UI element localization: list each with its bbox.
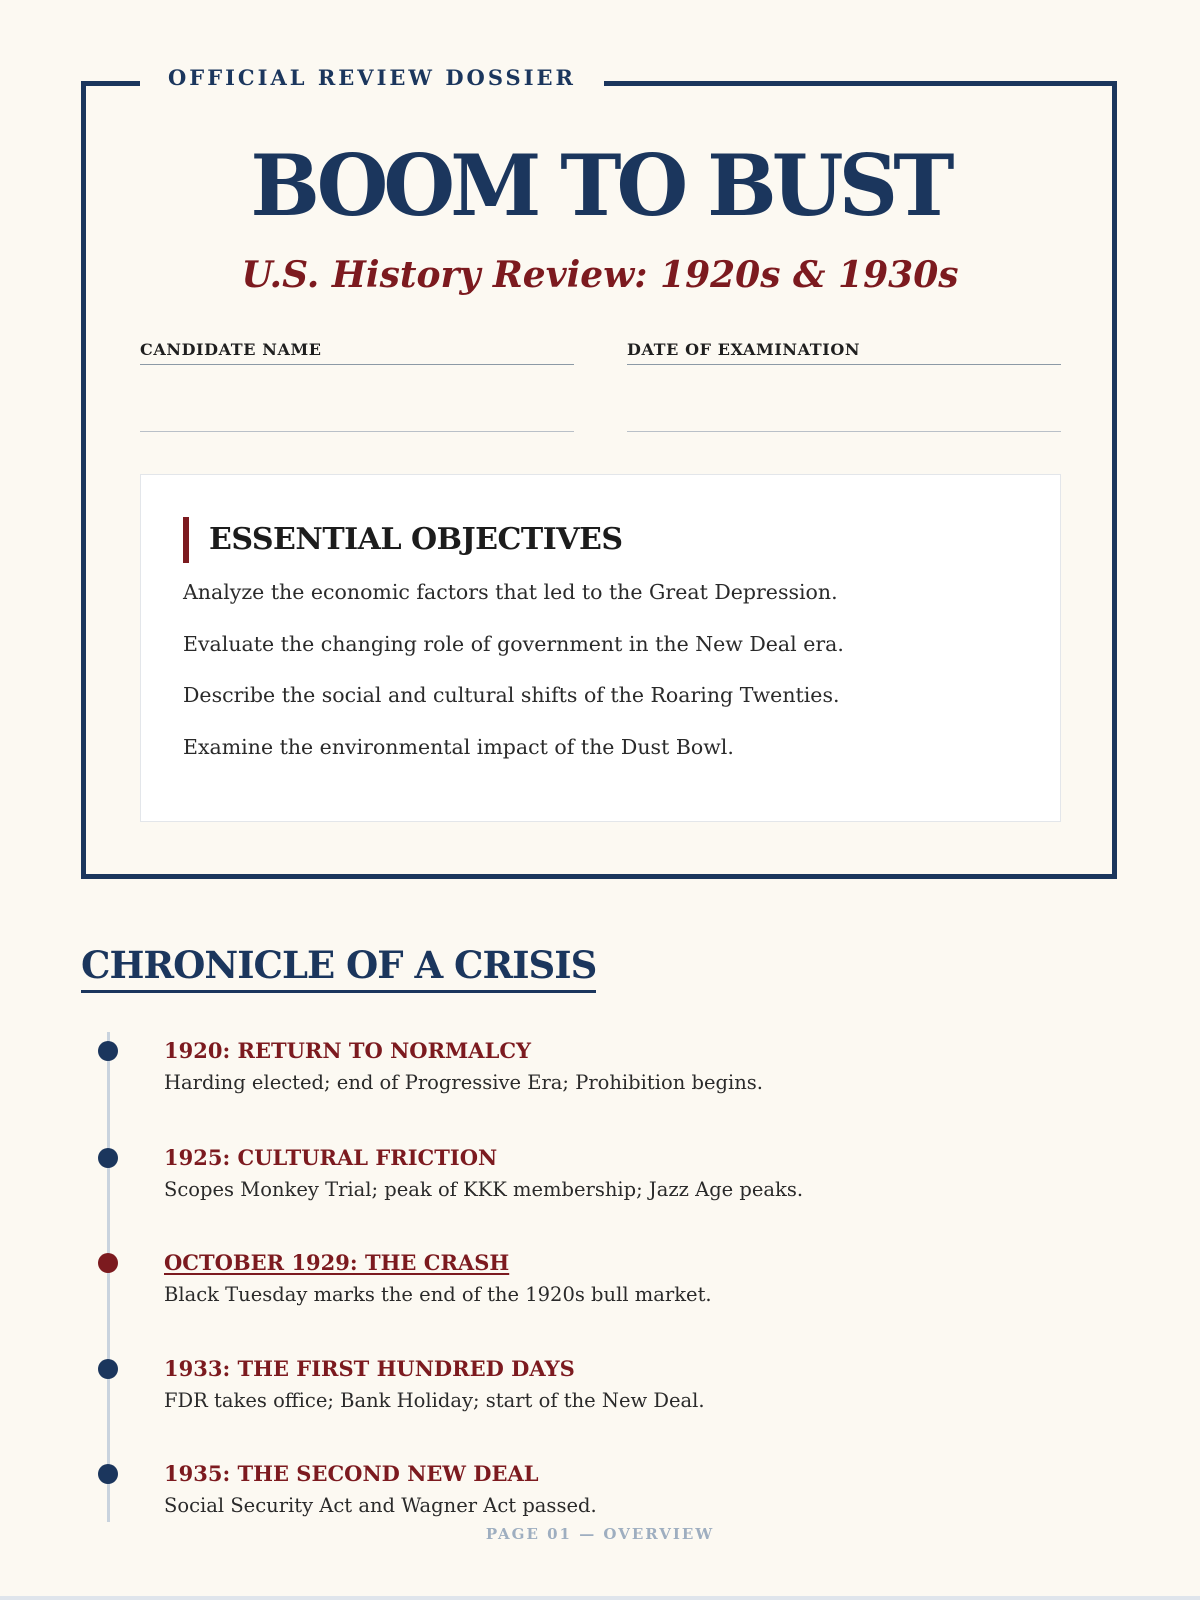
- event-description: FDR takes office; Bank Holiday; start of the New Deal.: [164, 1389, 705, 1412]
- candidate-name-label: CANDIDATE NAME: [140, 340, 574, 365]
- objectives-list: [183, 579, 844, 785]
- event-title: 1925: CULTURAL FRICTION: [164, 1145, 498, 1170]
- exam-date-field[interactable]: [627, 340, 1061, 432]
- candidate-name-field[interactable]: [140, 340, 574, 432]
- exam-date-label: DATE OF EXAMINATION: [627, 340, 1061, 365]
- event-title: 1933: THE FIRST HUNDRED DAYS: [164, 1356, 575, 1381]
- exam-date-input[interactable]: [627, 430, 1061, 432]
- objective-item: Describe the social and cultural shifts of the Roaring Twenties.: [183, 683, 840, 707]
- page-title: BOOM TO BUST: [250, 136, 950, 235]
- event-title-highlight[interactable]: OCTOBER 1929: THE CRASH: [164, 1250, 510, 1275]
- chronicle-heading: CHRONICLE OF A CRISIS: [81, 940, 596, 993]
- timeline-dot: [98, 1359, 118, 1379]
- event-description: Harding elected; end of Progressive Era; Prohibition begins.: [164, 1071, 763, 1094]
- dossier-label: OFFICIAL REVIEW DOSSIER: [140, 60, 604, 96]
- objectives-panel: [140, 474, 1061, 822]
- event-description: Scopes Monkey Trial; peak of KKK membership; Jazz Age peaks.: [164, 1178, 804, 1201]
- timeline-dot: [98, 1148, 118, 1168]
- bottom-divider: [0, 1596, 1200, 1600]
- objectives-heading: ESSENTIAL OBJECTIVES: [183, 517, 623, 563]
- objective-item: Examine the environmental impact of the Dust Bowl.: [183, 734, 734, 759]
- objective-item: Evaluate the changing role of government in the New Deal era.: [183, 631, 844, 656]
- event-description: Social Security Act and Wagner Act passed.: [164, 1494, 597, 1517]
- timeline-dot-highlight: [98, 1253, 118, 1273]
- event-title: 1920: RETURN TO NORMALCY: [164, 1038, 532, 1063]
- candidate-name-input[interactable]: [140, 430, 574, 432]
- page-subtitle: U.S. History Review: 1920s & 1930s: [241, 254, 959, 296]
- page-footer: PAGE 01 — OVERVIEW: [485, 1525, 715, 1543]
- timeline-dot: [98, 1464, 118, 1484]
- event-title: 1935: THE SECOND NEW DEAL: [164, 1461, 539, 1486]
- timeline-line: [107, 1032, 110, 1522]
- event-description: Black Tuesday marks the end of the 1920s bull market.: [164, 1283, 712, 1306]
- objective-item: Analyze the economic factors that led to the Great Depression.: [183, 580, 838, 604]
- timeline-dot: [98, 1041, 118, 1061]
